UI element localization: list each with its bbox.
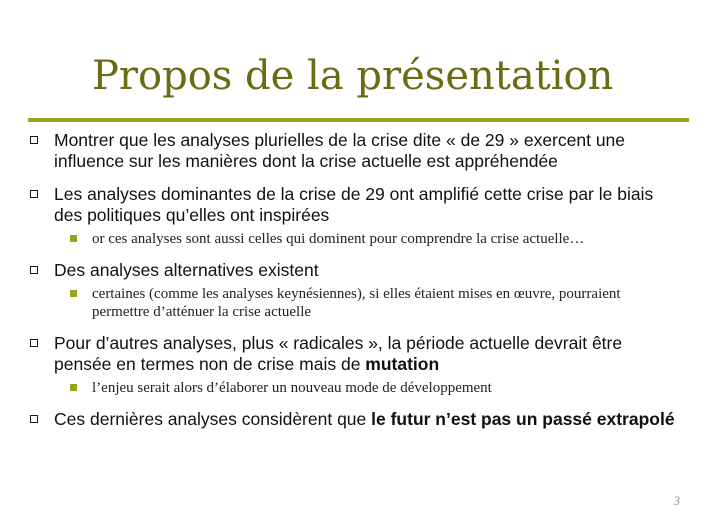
sub-bullet-text: certaines (comme les analyses keynésiennes), si elles étaient mises en œuvre, pourraient permettre d’atténuer la crise actuelle [92, 286, 621, 320]
square-bullet-icon [30, 190, 38, 198]
filled-square-bullet-icon [70, 290, 77, 297]
bullet-text: Pour d’autres analyses, plus « radicales », la période actuelle devrait être pensée en termes non de crise mais de [54, 333, 623, 374]
bullet-text: Montrer que les analyses plurielles de la crise dite « de 29 » exercent une influence sur les manières dont la crise actuelle est appréhendée [54, 130, 626, 171]
title-divider [28, 118, 689, 122]
sub-bullet-item [28, 379, 678, 397]
page-number: 3 [673, 493, 680, 508]
bullet-text: Ces dernières analyses considèrent que [54, 409, 372, 429]
square-bullet-icon [30, 339, 38, 347]
bullet-list [28, 130, 678, 442]
sub-bullet-item [28, 285, 678, 321]
bullet-item [28, 260, 678, 281]
bullet-emphasis: mutation [365, 354, 440, 374]
bullet-item [28, 333, 678, 375]
square-bullet-icon [30, 266, 38, 274]
bullet-item [28, 409, 678, 430]
slide-title: Propos de la présentation [92, 53, 614, 99]
filled-square-bullet-icon [70, 384, 77, 391]
sub-bullet-item [28, 230, 678, 248]
square-bullet-icon [30, 415, 38, 423]
sub-bullet-text: l’enjeu serait alors d’élaborer un nouveau mode de développement [92, 380, 492, 396]
bullet-text: Les analyses dominantes de la crise de 29 ont amplifié cette crise par le biais des politiques qu’elles ont inspirées [54, 184, 654, 225]
bullet-emphasis: le futur n’est pas un passé extrapolé [371, 409, 675, 429]
bullet-item [28, 184, 678, 226]
bullet-item [28, 130, 678, 172]
square-bullet-icon [30, 136, 38, 144]
filled-square-bullet-icon [70, 235, 77, 242]
bullet-text: Des analyses alternatives existent [54, 260, 319, 280]
sub-bullet-text: or ces analyses sont aussi celles qui dominent pour comprendre la crise actuelle… [92, 231, 585, 247]
